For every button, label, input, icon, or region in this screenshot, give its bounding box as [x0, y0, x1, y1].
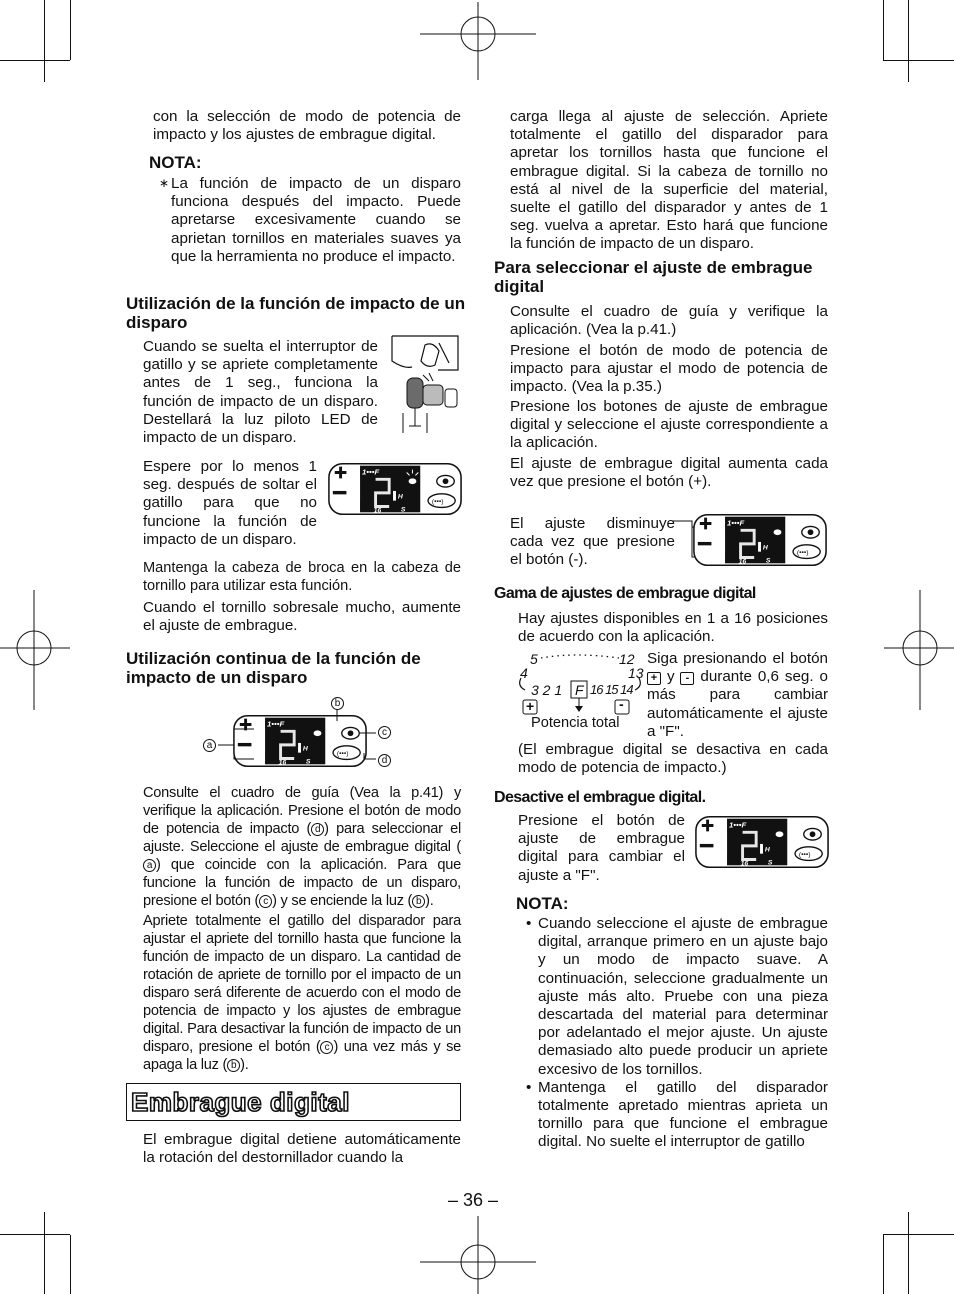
impact-paragraph-1: Cuando se suelta el interruptor de gatillo y se apriete completamente antes de 1 seg., funciona la función de impacto de un disparo. Destellará la luz piloto LED de impacto de un disparo.: [143, 338, 378, 447]
scale-label-5: 5: [530, 651, 538, 667]
deactivated-note: (El embrague digital se desactiva en cada modo de potencia de impacto.): [518, 741, 828, 777]
nota-heading-2: NOTA:: [516, 894, 569, 913]
impact-paragraph-4: Cuando el tornillo sobresale mucho, aumente el ajuste de embrague.: [143, 599, 461, 635]
callout-b: b: [331, 697, 344, 710]
scale-label-f: F: [575, 682, 584, 698]
registration-mark-right: [884, 590, 954, 710]
hold-paragraph: Siga presionando el botón + y - durante 0,6 seg. o más para cambiar automáticamente el ajuste a "F".: [647, 650, 828, 740]
scale-label-12: 12: [619, 651, 635, 667]
clutch-intro-paragraph: El embrague digital detiene automáticamente la rotación del destornillador cuando la: [143, 1131, 461, 1167]
callout-d: d: [378, 754, 391, 767]
registration-mark-bottom: [420, 1216, 536, 1294]
crop-mark: [44, 1212, 45, 1294]
callout-a: a: [203, 739, 216, 752]
section-title-box: [126, 1083, 461, 1121]
select-paragraph-4: El ajuste de embrague digital aumenta cada vez que presione el botón (+).: [510, 455, 828, 491]
scale-label-161514: 16 15 14: [590, 682, 633, 697]
asterisk-mark: ∗: [159, 176, 170, 190]
callout-c: c: [378, 726, 391, 739]
scale-minus-button: -: [619, 696, 624, 712]
trigger-hand-illustration: [389, 333, 461, 435]
registration-mark-top: [420, 2, 536, 80]
select-paragraph-1: Consulte el cuadro de guía y verifique la aplicación. (Vea la p.41.): [510, 303, 828, 339]
scale-plus-button: +: [526, 698, 535, 714]
right-paragraph-1: carga llega al ajuste de selección. Apriete totalmente el gatillo del disparador para apretar los tornillos hasta que funcione el embrague digital. Si la cabeza de tornillo no está al nivel de la superficie del material, suelte el gatillo del disparador y antes de 1 seg. vuelva a apretar. Esto hará que funcione la función de impacto de un disparo.: [510, 108, 828, 253]
note-item: • Cuando seleccione el ajuste de embrague digital, arranque primero en un ajuste bajo y un modo de impacto suave. A continuación, seleccione gradualmente un ajuste más alto. Pruebe con una pieza descartada del material para determinar por adelantado el mejor ajuste. Un ajuste demasiado alto puede producir un apriete excesivo de los tornillos.: [526, 915, 828, 1079]
crop-mark: [883, 1234, 954, 1235]
select-paragraph-3: Presione los botones de ajuste de embrague digital y seleccione el ajuste correspondiente a la aplicación.: [510, 398, 828, 452]
control-panel-callouts: [200, 693, 400, 773]
scale-label-4: 4: [520, 665, 528, 681]
intro-paragraph: con la selección de modo de potencia de impacto y los ajustes de embrague digital.: [153, 108, 461, 144]
continuous-paragraph-2: Apriete totalmente el gatillo del disparador para ajustar el apriete del tornillo hasta que funcione la función de impacto de un disparo. La cantidad de rotación de apriete de tornillo por el impacto de un disparo será diferente de acuerdo con el modo de potencia de impacto y los ajustes de embrague digital. Para desactivar la función de impacto de un disparo, presione el botón ( c ) una vez más y se apaga la luz ( b ).: [143, 913, 461, 1073]
crop-mark: [70, 1235, 71, 1294]
crop-mark: [883, 1235, 884, 1294]
plus-button-icon: +: [647, 672, 661, 685]
select-paragraph-2: Presione el botón de modo de potencia de impacto para ajustar el modo de potencia de impacto. (Vea la p.35.): [510, 342, 828, 396]
section-heading-impact-continuous: Utilización continua de la función de impacto de un disparo: [126, 649, 421, 687]
note-item: • Mantenga el gatillo del disparador totalmente apretado mientras aprieta un tornillo para que funcione el embrague digital. No suelte el interruptor de gatillo: [526, 1079, 828, 1152]
crop-mark: [908, 0, 909, 82]
crop-mark: [70, 0, 71, 60]
deactivate-paragraph: Presione el botón de ajuste de embrague digital para cambiar el ajuste a "F".: [518, 812, 685, 884]
continuous-paragraph-1: Consulte el cuadro de guía (Vea la p.41) y verifique la aplicación. Presione el botón de modo de potencia de impacto ( d ) para seleccionar el ajuste. Seleccione el ajuste de embrague digital (a ) que coincide con la aplicación. Para que funcione la función de impacto de un disparo, presione el botón ( c ) y se enciende la luz ( b ).: [143, 785, 461, 909]
crop-mark: [883, 0, 884, 60]
notes-list: [526, 915, 828, 1152]
minus-button-icon: -: [680, 672, 694, 685]
decrease-paragraph: El ajuste disminuye cada vez que presione el botón (-).: [510, 515, 675, 569]
crop-mark: [44, 0, 45, 82]
impact-paragraph-2: Espere por lo menos 1 seg. después de soltar el gatillo para que no funcione la función de impacto de un disparo.: [143, 458, 317, 548]
potencia-total-label: Potencia total: [531, 715, 620, 731]
section-title: Embrague digital: [131, 1087, 350, 1117]
crop-mark: [0, 1234, 70, 1235]
nota-heading: NOTA:: [149, 153, 202, 172]
scale-label-13: 13: [628, 665, 644, 681]
section-heading-clutch-range: Gama de ajustes de embrague digital: [494, 585, 756, 602]
page-number: – 36 –: [448, 1190, 499, 1210]
impact-paragraph-3: Mantenga la cabeza de broca en la cabeza de tornillo para utilizar esta función.: [143, 560, 461, 594]
crop-mark: [883, 60, 954, 61]
control-panel-adjust: [670, 505, 830, 577]
section-heading-deactivate: Desactive el embrague digital.: [494, 789, 706, 806]
crop-mark: [0, 60, 70, 61]
section-heading-select-clutch: Para seleccionar el ajuste de embrague digital: [494, 258, 813, 296]
range-paragraph: Hay ajustes disponibles en 1 a 16 posiciones de acuerdo con la aplicación.: [518, 610, 828, 646]
crop-mark: [908, 1212, 909, 1294]
registration-mark-left: [0, 590, 70, 710]
control-panel-deactivate: [694, 813, 830, 871]
section-heading-impact-single: Utilización de la función de impacto de un disparo: [126, 294, 466, 332]
nota-text: La función de impacto de un disparo funciona después del impacto. Puede apretarse excesivamente cuando se aprietan tornillos en materiales suaves ya que la herramienta no produce el impacto.: [171, 175, 461, 265]
control-panel-one-shot: [327, 460, 463, 518]
scale-label-321: 3 2 1: [531, 682, 563, 698]
